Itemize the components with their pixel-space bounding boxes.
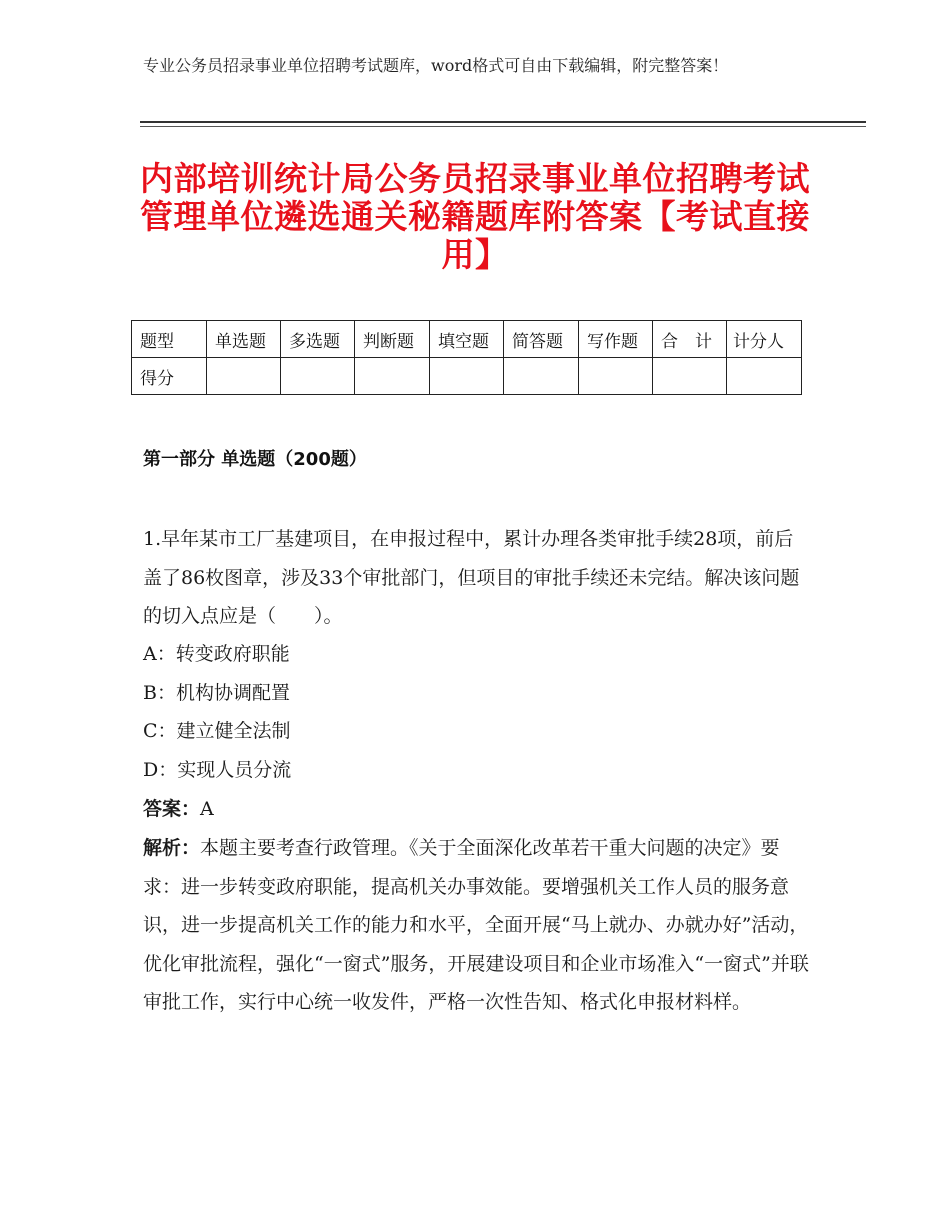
- cell-short-answer: 简答题: [504, 321, 579, 358]
- score-table-score-row: [132, 358, 802, 395]
- cell-true-false: 判断题: [355, 321, 430, 358]
- header-rule-thin: [140, 126, 866, 127]
- analysis-text: 本题主要考查行政管理。《关于全面深化改革若干重大问题的决定》要求：进一步转变政府职能，提高机关办事效能。要增强机关工作人员的服务意识，进一步提高机关工作的能力和水平，全面开展“马上就办、办就办好”活动，优化审批流程，强化“一窗式”服务，开展建设项目和企业市场准入“一窗式”并联审批工作，实行中心统一收发件，严格一次性告知、格式化申报材料样。: [143, 837, 809, 1013]
- answer-label: 答案：: [143, 798, 201, 820]
- cell-score-empty: [727, 358, 802, 395]
- score-table-header-row: [132, 321, 802, 358]
- cell-scorer: 计分人: [727, 321, 802, 358]
- cell-score-empty: [653, 358, 727, 395]
- answer-line: [143, 790, 214, 829]
- cell-score-empty: [207, 358, 281, 395]
- cell-single-choice: 单选题: [207, 321, 281, 358]
- cell-score-empty: [504, 358, 579, 395]
- score-table: [131, 320, 802, 395]
- cell-fill-blank: 填空题: [430, 321, 504, 358]
- cell-question-type: 题型: [132, 321, 207, 358]
- option-c: C：建立健全法制: [143, 720, 291, 742]
- option-d: D：实现人员分流: [143, 759, 292, 781]
- section-title: 第一部分 单选题（200题）: [143, 449, 367, 470]
- header-note: 专业公务员招录事业单位招聘考试题库，word格式可自由下载编辑，附完整答案！: [143, 56, 729, 75]
- question-stem: 1.早年某市工厂基建项目，在申报过程中，累计办理各类审批手续28项，前后盖了86枚图章，涉及33个审批部门，但项目的审批手续还未完结。解决该问题的切入点应是（ ）。: [143, 528, 800, 627]
- cell-writing: 写作题: [579, 321, 653, 358]
- cell-score-empty: [579, 358, 653, 395]
- analysis-paragraph: [143, 829, 811, 1022]
- cell-score-empty: [355, 358, 430, 395]
- cell-score-empty: [430, 358, 504, 395]
- cell-total: 合 计: [653, 321, 727, 358]
- cell-score-label: 得分: [132, 358, 207, 395]
- option-a: A：转变政府职能: [143, 643, 290, 665]
- answer-value: A: [200, 798, 214, 820]
- cell-score-empty: [281, 358, 355, 395]
- header-rule-thick: [140, 121, 866, 123]
- analysis-label: 解析：: [143, 837, 201, 859]
- cell-multiple-choice: 多选题: [281, 321, 355, 358]
- option-b: B：机构协调配置: [143, 682, 290, 704]
- document-title: 内部培训统计局公务员招录事业单位招聘考试管理单位遴选通关秘籍题库附答案【考试直接用】: [140, 159, 810, 274]
